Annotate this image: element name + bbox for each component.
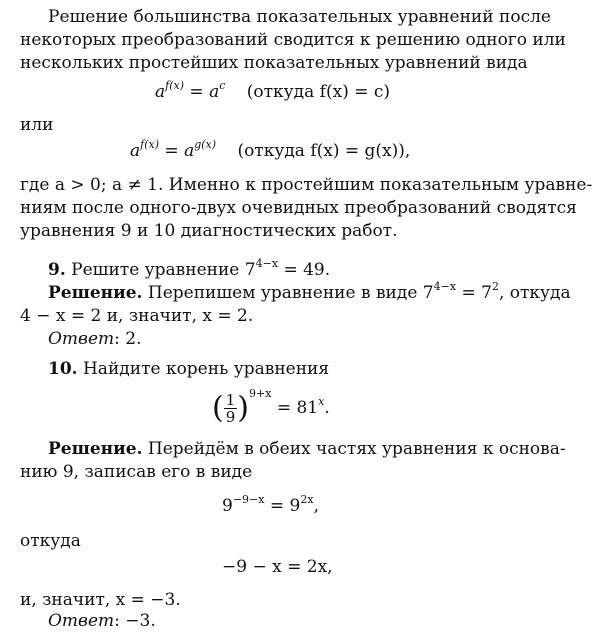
intro-line-5: ниям после одного-двух очевидных преобразований сводятся: [20, 198, 577, 218]
formula-simple: $a^{f(x)} = a^c$ (откуда f(x) = c): [155, 79, 391, 102]
problem-10-conclusion: и, значит, x = −3.: [20, 590, 181, 610]
problem-9-solution: Решение. Перепишем уравнение в виде $7^{4-x} = 7^2$, откуда: [48, 280, 571, 303]
or-word: или: [20, 115, 54, 135]
problem-10-answer: Ответ: −3.: [48, 611, 156, 631]
intro-line-1: Решение большинства показательных уравнений после: [48, 7, 551, 27]
problem-9-answer: Ответ: 2.: [48, 329, 142, 349]
formula-general: $a^{f(x)} = a^{g(x)}$ (откуда f(x) = g(x)),: [130, 138, 411, 161]
problem-10-linear-equation: −9 − x = 2x,: [222, 557, 333, 577]
intro-line-2: некоторых преобразований сводится к решению одного или: [20, 30, 566, 50]
problem-9-statement: 9. Решите уравнение $7^{4-x} = 49$.: [48, 257, 331, 280]
problem-9-solution-line-2: 4 − x = 2 и, значит, x = 2.: [20, 306, 254, 326]
intro-line-6: уравнения 9 и 10 диагностических работ.: [20, 221, 398, 241]
problem-10-statement: 10. Найдите корень уравнения: [48, 359, 330, 379]
problem-10-equation: ( $\frac{1}{9}$ )$^{9+x}$ = 81$^x$.: [212, 387, 330, 426]
fraction-one-ninth: $\frac{1}{9}$: [225, 391, 236, 426]
intro-line-3: нескольких простейших показательных уравнений вида: [20, 53, 528, 73]
problem-10-solution: Решение. Перейдём в обеих частях уравнения к основа-: [48, 439, 566, 459]
intro-line-4: где a > 0; a ≠ 1. Именно к простейшим показательным уравне-: [20, 175, 592, 195]
whence-word: откуда: [20, 531, 81, 551]
problem-10-rewritten-equation: $9^{-9-x} = 9^{2x}$,: [222, 493, 319, 516]
problem-10-solution-line-2: нию 9, записав его в виде: [20, 462, 253, 482]
